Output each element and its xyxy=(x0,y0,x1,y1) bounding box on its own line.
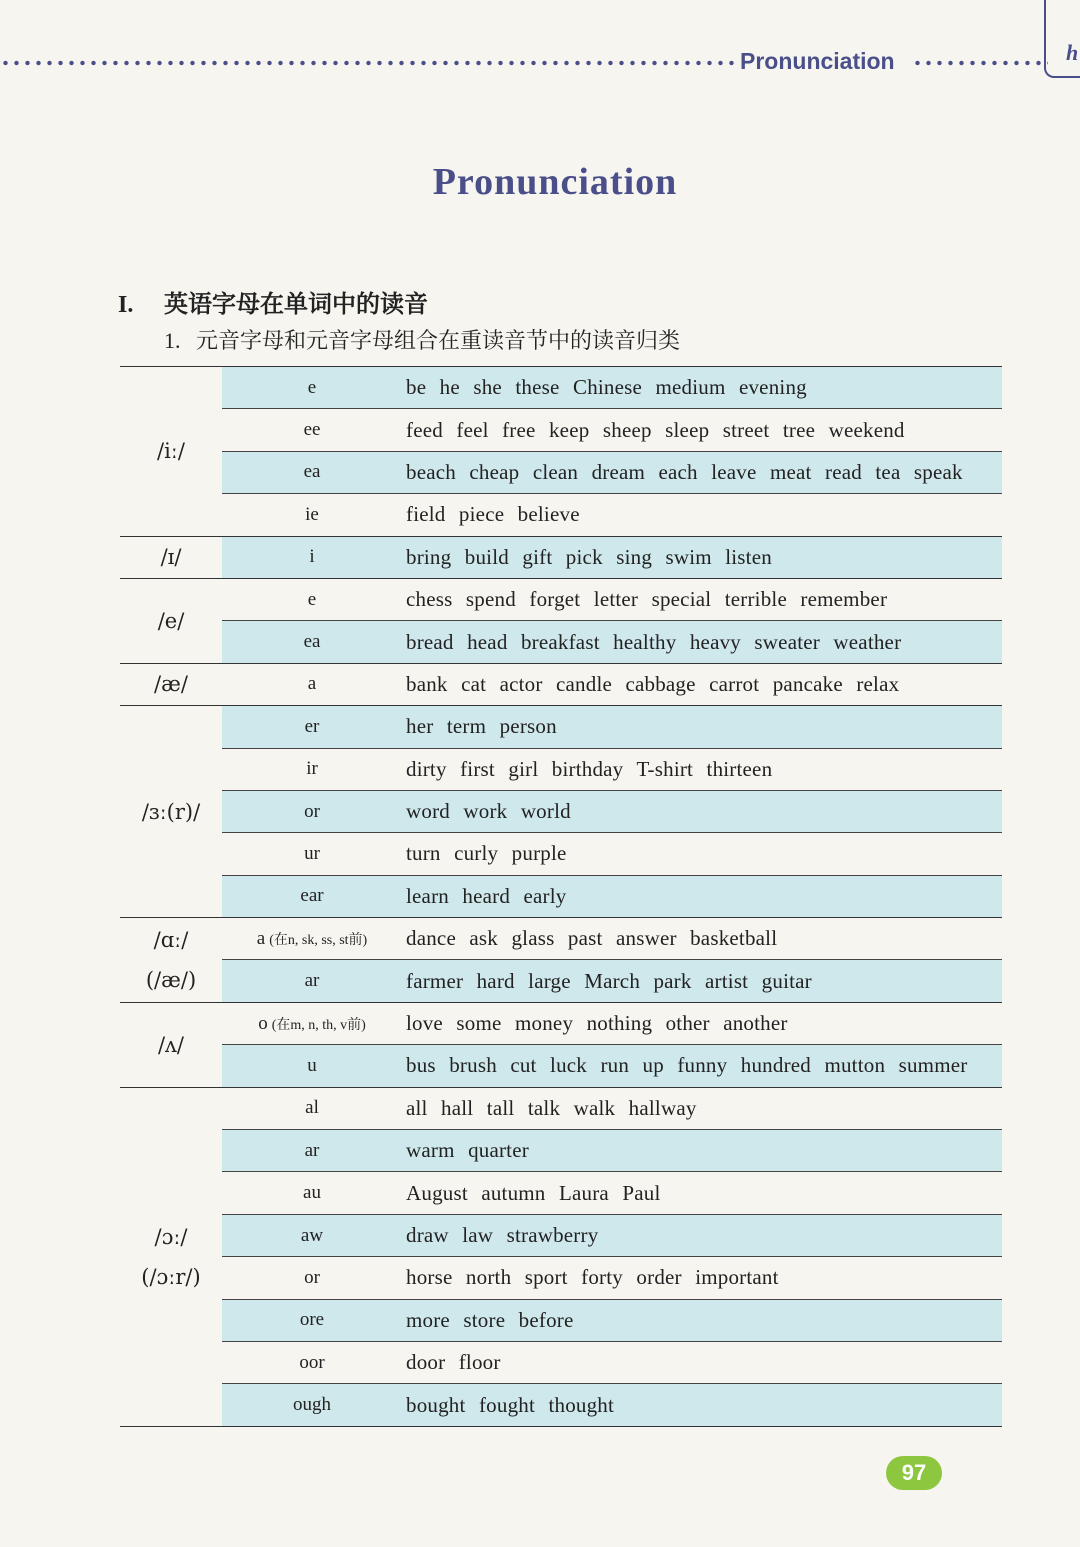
spelling-letters: e xyxy=(307,376,317,398)
spelling-cell xyxy=(222,1225,402,1247)
table-row xyxy=(222,1045,1002,1086)
example-words: bank cat actor candle cabbage carrot pancake relax xyxy=(406,671,900,696)
spelling-cell xyxy=(222,801,402,823)
sound-group xyxy=(120,1088,1002,1427)
ipa-symbol: /ɪ/ xyxy=(160,545,182,570)
spelling-cell xyxy=(222,377,402,399)
ipa-symbol: /æ/ xyxy=(154,672,188,697)
spelling-letters: oor xyxy=(299,1351,325,1373)
spelling-cell xyxy=(222,1309,402,1331)
spelling-cell xyxy=(222,1182,402,1204)
subsection-heading xyxy=(164,324,680,355)
table-row xyxy=(222,1172,1002,1214)
spelling-cell xyxy=(222,716,402,738)
corner-tab xyxy=(1044,0,1080,78)
spelling-cell xyxy=(222,928,402,950)
table-row xyxy=(222,1384,1002,1425)
spelling-cell xyxy=(222,1267,402,1289)
spelling-letters: a xyxy=(256,927,266,949)
spelling-cell xyxy=(222,1013,402,1035)
example-words: dirty first girl birthday T-shirt thirteen xyxy=(406,756,773,781)
ipa-symbol: /ʌ/ xyxy=(157,1032,184,1057)
example-words: bring build gift pick sing swim listen xyxy=(406,544,772,569)
spelling-note: (在n, sk, ss, st前) xyxy=(269,932,368,948)
ipa-symbol-cell xyxy=(120,1003,222,1087)
example-words: field piece believe xyxy=(406,502,580,527)
example-words: her term person xyxy=(406,714,557,739)
spelling-cell xyxy=(222,843,402,865)
spelling-letters: ar xyxy=(304,1139,320,1161)
ipa-symbol-cell xyxy=(120,537,222,578)
example-words: all hall tall talk walk hallway xyxy=(406,1095,697,1120)
header-label: Pronunciation xyxy=(740,48,895,74)
spelling-letters: u xyxy=(307,1054,317,1076)
ipa-symbol: /e/ xyxy=(157,608,185,633)
spelling-cell xyxy=(222,589,402,611)
sound-group xyxy=(120,918,1002,1003)
ipa-symbol: /iː/ xyxy=(157,439,185,464)
subsection-number: 1. xyxy=(164,328,181,353)
spelling-letters: i xyxy=(309,546,315,568)
example-words: more store before xyxy=(406,1307,574,1332)
pronunciation-table xyxy=(120,366,1002,1427)
ipa-symbol-cell xyxy=(120,664,222,705)
example-words: learn heard early xyxy=(406,883,567,908)
table-row xyxy=(222,1088,1002,1130)
spelling-cell xyxy=(222,1394,402,1416)
example-words: dance ask glass past answer basketball xyxy=(406,926,778,951)
example-words: be he she these Chinese medium evening xyxy=(406,375,807,400)
table-row xyxy=(222,579,1002,621)
spelling-letters: o xyxy=(258,1012,268,1034)
ipa-symbol-cell xyxy=(120,706,222,917)
sound-group xyxy=(120,537,1002,579)
table-row xyxy=(222,1003,1002,1045)
spelling-letters: ear xyxy=(300,885,324,907)
sound-group xyxy=(120,664,1002,706)
spelling-letters: e xyxy=(307,588,317,610)
spelling-letters: ore xyxy=(299,1309,325,1331)
spelling-letters: ea xyxy=(303,461,321,483)
spelling-cell xyxy=(222,1140,402,1162)
sound-group xyxy=(120,1003,1002,1088)
spelling-letters: ie xyxy=(305,503,319,525)
spelling-letters: ar xyxy=(304,970,320,992)
spelling-cell xyxy=(222,461,402,483)
example-words: bought fought thought xyxy=(406,1392,615,1417)
table-row xyxy=(222,621,1002,662)
table-row xyxy=(222,664,1002,705)
spelling-cell xyxy=(222,631,402,653)
spelling-cell xyxy=(222,970,402,992)
table-row xyxy=(222,367,1002,409)
spelling-note: (在m, n, th, v前) xyxy=(271,1017,366,1033)
spelling-cell xyxy=(222,1055,402,1077)
spelling-cell xyxy=(222,673,402,695)
table-row xyxy=(222,960,1002,1001)
spelling-cell xyxy=(222,1097,402,1119)
example-words: word work world xyxy=(406,799,571,824)
example-words: draw law strawberry xyxy=(406,1223,599,1247)
sound-group xyxy=(120,706,1002,918)
example-words: horse north sport forty order important xyxy=(406,1265,779,1290)
spelling-letters: ough xyxy=(293,1394,331,1416)
spelling-cell xyxy=(222,1352,402,1374)
table-row xyxy=(222,1257,1002,1299)
example-words: bus brush cut luck run up funny hundred mutton summer xyxy=(406,1053,968,1078)
table-row xyxy=(222,1342,1002,1384)
spelling-letters: au xyxy=(303,1182,321,1204)
sound-group xyxy=(120,367,1002,537)
example-words: chess spend forget letter special terrible remember xyxy=(406,587,888,612)
table-row xyxy=(222,876,1002,917)
example-words: August autumn Laura Paul xyxy=(406,1180,661,1205)
spelling-letters: ur xyxy=(304,842,320,864)
table-row xyxy=(222,918,1002,960)
running-header xyxy=(0,46,1080,78)
header-dot-rule-right xyxy=(912,60,1048,66)
spelling-letters: or xyxy=(304,1266,320,1288)
page-title: Pronunciation xyxy=(432,161,678,203)
example-words: feed feel free keep sheep sleep street tree weekend xyxy=(406,417,905,442)
table-row xyxy=(222,749,1002,791)
example-words: warm quarter xyxy=(406,1138,529,1163)
table-row xyxy=(222,494,1002,535)
table-row xyxy=(222,452,1002,494)
table-row xyxy=(222,1130,1002,1172)
spelling-letters: a xyxy=(307,673,317,695)
example-words: beach cheap clean dream each leave meat read tea speak xyxy=(406,459,963,484)
example-words: door floor xyxy=(406,1350,501,1375)
ipa-symbol: /ɜː(r)/ xyxy=(141,799,201,824)
spelling-letters: or xyxy=(304,800,320,822)
table-row xyxy=(222,706,1002,748)
spelling-letters: al xyxy=(305,1097,319,1119)
subsection-title: 元音字母和元音字母组合在重读音节中的读音归类 xyxy=(196,328,681,353)
section-number: I. xyxy=(118,292,134,318)
spelling-cell xyxy=(222,885,402,907)
ipa-symbol: (/ɔːr/) xyxy=(141,1264,201,1289)
section-title: 英语字母在单词中的读音 xyxy=(164,292,428,318)
example-words: farmer hard large March park artist guitar xyxy=(406,968,812,993)
spelling-letters: ea xyxy=(303,631,321,653)
header-dot-rule xyxy=(0,60,736,66)
corner-letter: h xyxy=(1066,40,1079,65)
spelling-cell xyxy=(222,758,402,780)
spelling-letters: aw xyxy=(300,1224,324,1246)
spelling-cell xyxy=(222,504,402,526)
ipa-symbol: /ɔː/ xyxy=(154,1224,188,1249)
spelling-letters: ee xyxy=(303,419,321,441)
spelling-cell xyxy=(222,546,402,568)
table-row xyxy=(222,1300,1002,1342)
ipa-symbol-cell xyxy=(120,1088,222,1426)
page-number-badge: 97 xyxy=(886,1456,942,1490)
table-row xyxy=(222,791,1002,833)
table-row xyxy=(222,537,1002,578)
sound-group xyxy=(120,579,1002,664)
table-row xyxy=(222,1215,1002,1257)
table-row xyxy=(222,409,1002,451)
spelling-cell xyxy=(222,419,402,441)
ipa-symbol-cell xyxy=(120,918,222,1002)
section-heading xyxy=(118,284,428,319)
ipa-symbol: (/æ/) xyxy=(145,967,197,992)
ipa-symbol: /ɑː/ xyxy=(153,927,189,952)
spelling-letters: ir xyxy=(306,758,318,780)
example-words: love some money nothing other another xyxy=(406,1011,788,1036)
example-words: turn curly purple xyxy=(406,841,567,866)
ipa-symbol-cell xyxy=(120,367,222,536)
example-words: bread head breakfast healthy heavy sweater weather xyxy=(406,629,902,654)
table-row xyxy=(222,833,1002,875)
spelling-letters: er xyxy=(304,715,320,737)
ipa-symbol-cell xyxy=(120,579,222,663)
